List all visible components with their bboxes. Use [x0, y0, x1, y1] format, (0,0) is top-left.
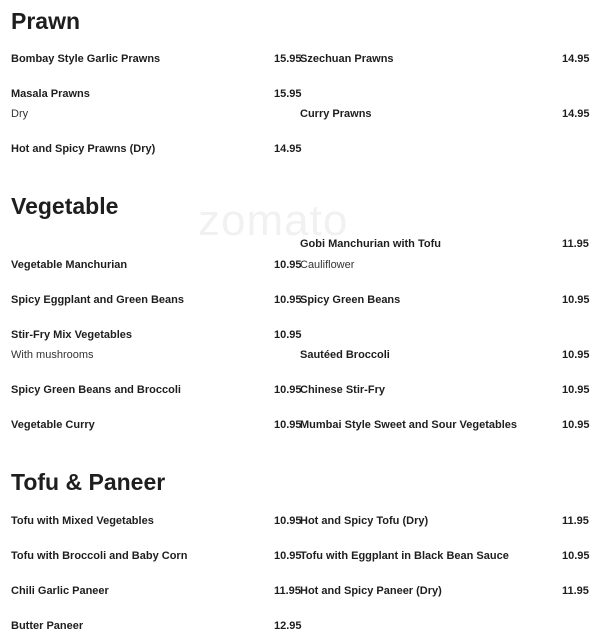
menu-item-name: Gobi Manchurian with Tofu	[300, 238, 441, 250]
menu-item-price: 14.95	[562, 53, 590, 65]
menu-item-name: Hot and Spicy Prawns (Dry)	[11, 143, 156, 155]
menu-item-name: Vegetable Curry	[11, 419, 95, 431]
menu-item-price: 10.95	[562, 349, 590, 361]
menu-item-name: Tofu with Eggplant in Black Bean Sauce	[300, 550, 509, 562]
section-title-prawn: Prawn	[11, 8, 81, 34]
menu-item-name: Spicy Green Beans and Broccoli	[11, 384, 181, 396]
menu-item-price: 10.95	[274, 550, 302, 562]
menu-item-price: 10.95	[562, 384, 590, 396]
menu-item-price: 10.95	[274, 384, 302, 396]
menu-item-name: Tofu with Broccoli and Baby Corn	[11, 550, 188, 562]
menu-item-name: Spicy Green Beans	[300, 294, 401, 306]
menu-item-price: 15.95	[274, 53, 302, 65]
menu-item-price: 10.95	[562, 294, 590, 306]
menu-item-name: Butter Paneer	[11, 620, 84, 632]
menu-item-price: 11.95	[562, 515, 589, 527]
menu-item-price: 14.95	[562, 108, 590, 120]
menu-item-name: Hot and Spicy Paneer (Dry)	[300, 585, 442, 597]
menu-item-price: 11.95	[274, 585, 301, 597]
menu-item-name: Spicy Eggplant and Green Beans	[11, 294, 184, 306]
menu-item-name: Stir-Fry Mix Vegetables	[11, 329, 133, 341]
menu-item-price: 10.95	[274, 515, 302, 527]
menu-item-price: 11.95	[562, 585, 589, 597]
menu-item-price: 10.95	[562, 550, 590, 562]
menu-item-price: 10.95	[274, 419, 302, 431]
menu-item-name: Tofu with Mixed Vegetables	[11, 515, 154, 527]
menu-item-name: Sautéed Broccoli	[300, 349, 390, 361]
section-title-vegetable: Vegetable	[11, 193, 119, 219]
menu-item-description: Dry	[11, 108, 29, 120]
menu-item-name: Curry Prawns	[300, 108, 372, 120]
menu-item-name: Chinese Stir-Fry	[300, 384, 385, 396]
menu-item-description: Cauliflower	[300, 259, 355, 271]
menu-item-name: Szechuan Prawns	[300, 53, 394, 65]
menu-item-name: Masala Prawns	[11, 88, 90, 100]
menu-item-name: Hot and Spicy Tofu (Dry)	[300, 515, 429, 527]
menu-item-price: 10.95	[274, 294, 302, 306]
menu-item-name: Bombay Style Garlic Prawns	[11, 53, 161, 65]
menu-item-price: 11.95	[562, 238, 589, 250]
menu-item-price: 14.95	[274, 143, 302, 155]
menu-item-name: Chili Garlic Paneer	[11, 585, 109, 597]
menu-item-price: 10.95	[274, 329, 302, 341]
section-title-tofu-paneer: Tofu & Paneer	[11, 469, 166, 495]
menu-item-name: Vegetable Manchurian	[11, 259, 128, 271]
menu-item-description: With mushrooms	[11, 349, 94, 361]
menu-item-name: Mumbai Style Sweet and Sour Vegetables	[300, 419, 518, 431]
zomato-watermark: zomato	[198, 196, 349, 245]
menu-item-price: 10.95	[562, 419, 590, 431]
menu-item-price: 15.95	[274, 88, 302, 100]
menu-item-price: 10.95	[274, 259, 302, 271]
menu-item-price: 12.95	[274, 620, 302, 632]
